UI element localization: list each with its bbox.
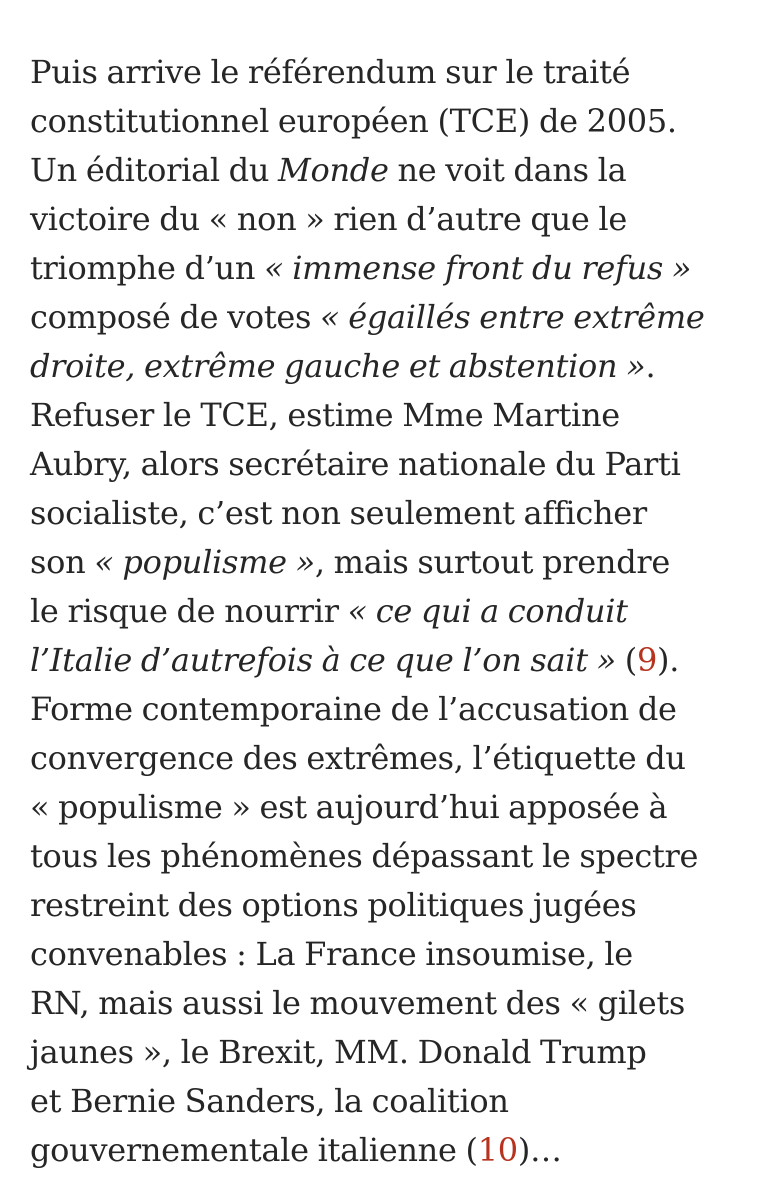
footnote-link-10[interactable]: 10: [477, 1131, 518, 1169]
text-line: gouvernementale italienne (10)…: [30, 1131, 562, 1169]
text-line: composé de votes « égaillés entre extrême: [30, 298, 705, 336]
quote-egailles: « égaillés entre extrême: [320, 298, 705, 336]
text-line: triomphe d’un « immense front du refus »: [30, 249, 692, 287]
text-line: l’Italie d’autrefois à ce que l’on sait » (9).: [30, 641, 680, 679]
text-line: restreint des options politiques jugées: [30, 886, 637, 924]
article-paragraph: [30, 48, 750, 1175]
text-line: Aubry, alors secrétaire nationale du Parti: [30, 445, 681, 483]
text-line: et Bernie Sanders, la coalition: [30, 1082, 509, 1120]
text-line: convergence des extrêmes, l’étiquette du: [30, 739, 686, 777]
newspaper-title-monde: Monde: [278, 151, 389, 189]
text-line: victoire du « non » rien d’autre que le: [30, 200, 627, 238]
text-line: convenables : La France insoumise, le: [30, 935, 633, 973]
text-line: Refuser le TCE, estime Mme Martine: [30, 396, 620, 434]
text-line: « populisme » est aujourd’hui apposée à: [30, 788, 668, 826]
quote-ce-qui-a-conduit: « ce qui a conduit: [347, 592, 628, 630]
text-line: droite, extrême gauche et abstention ».: [30, 347, 656, 385]
text-line: RN, mais aussi le mouvement des « gilets: [30, 984, 686, 1022]
quote-italie: l’Italie d’autrefois à ce que l’on sait »: [30, 641, 616, 679]
quote-egailles-continued: droite, extrême gauche et abstention »: [30, 347, 646, 385]
text-line: socialiste, c’est non seulement afficher: [30, 494, 647, 532]
text-line: jaunes », le Brexit, MM. Donald Trump: [30, 1033, 647, 1071]
text-line: le risque de nourrir « ce qui a conduit: [30, 592, 628, 630]
text-line: Forme contemporaine de l’accusation de: [30, 690, 677, 728]
text-line: Puis arrive le référendum sur le traité: [30, 53, 631, 91]
quote-immense-front: « immense front du refus »: [264, 249, 692, 287]
text-line: son « populisme », mais surtout prendre: [30, 543, 671, 581]
text-line: tous les phénomènes dépassant le spectre: [30, 837, 699, 875]
text-line: constitutionnel européen (TCE) de 2005.: [30, 102, 677, 140]
quote-populisme: « populisme »: [94, 543, 315, 581]
footnote-link-9[interactable]: 9: [636, 641, 658, 679]
text-line: Un éditorial du Monde ne voit dans la: [30, 151, 627, 189]
